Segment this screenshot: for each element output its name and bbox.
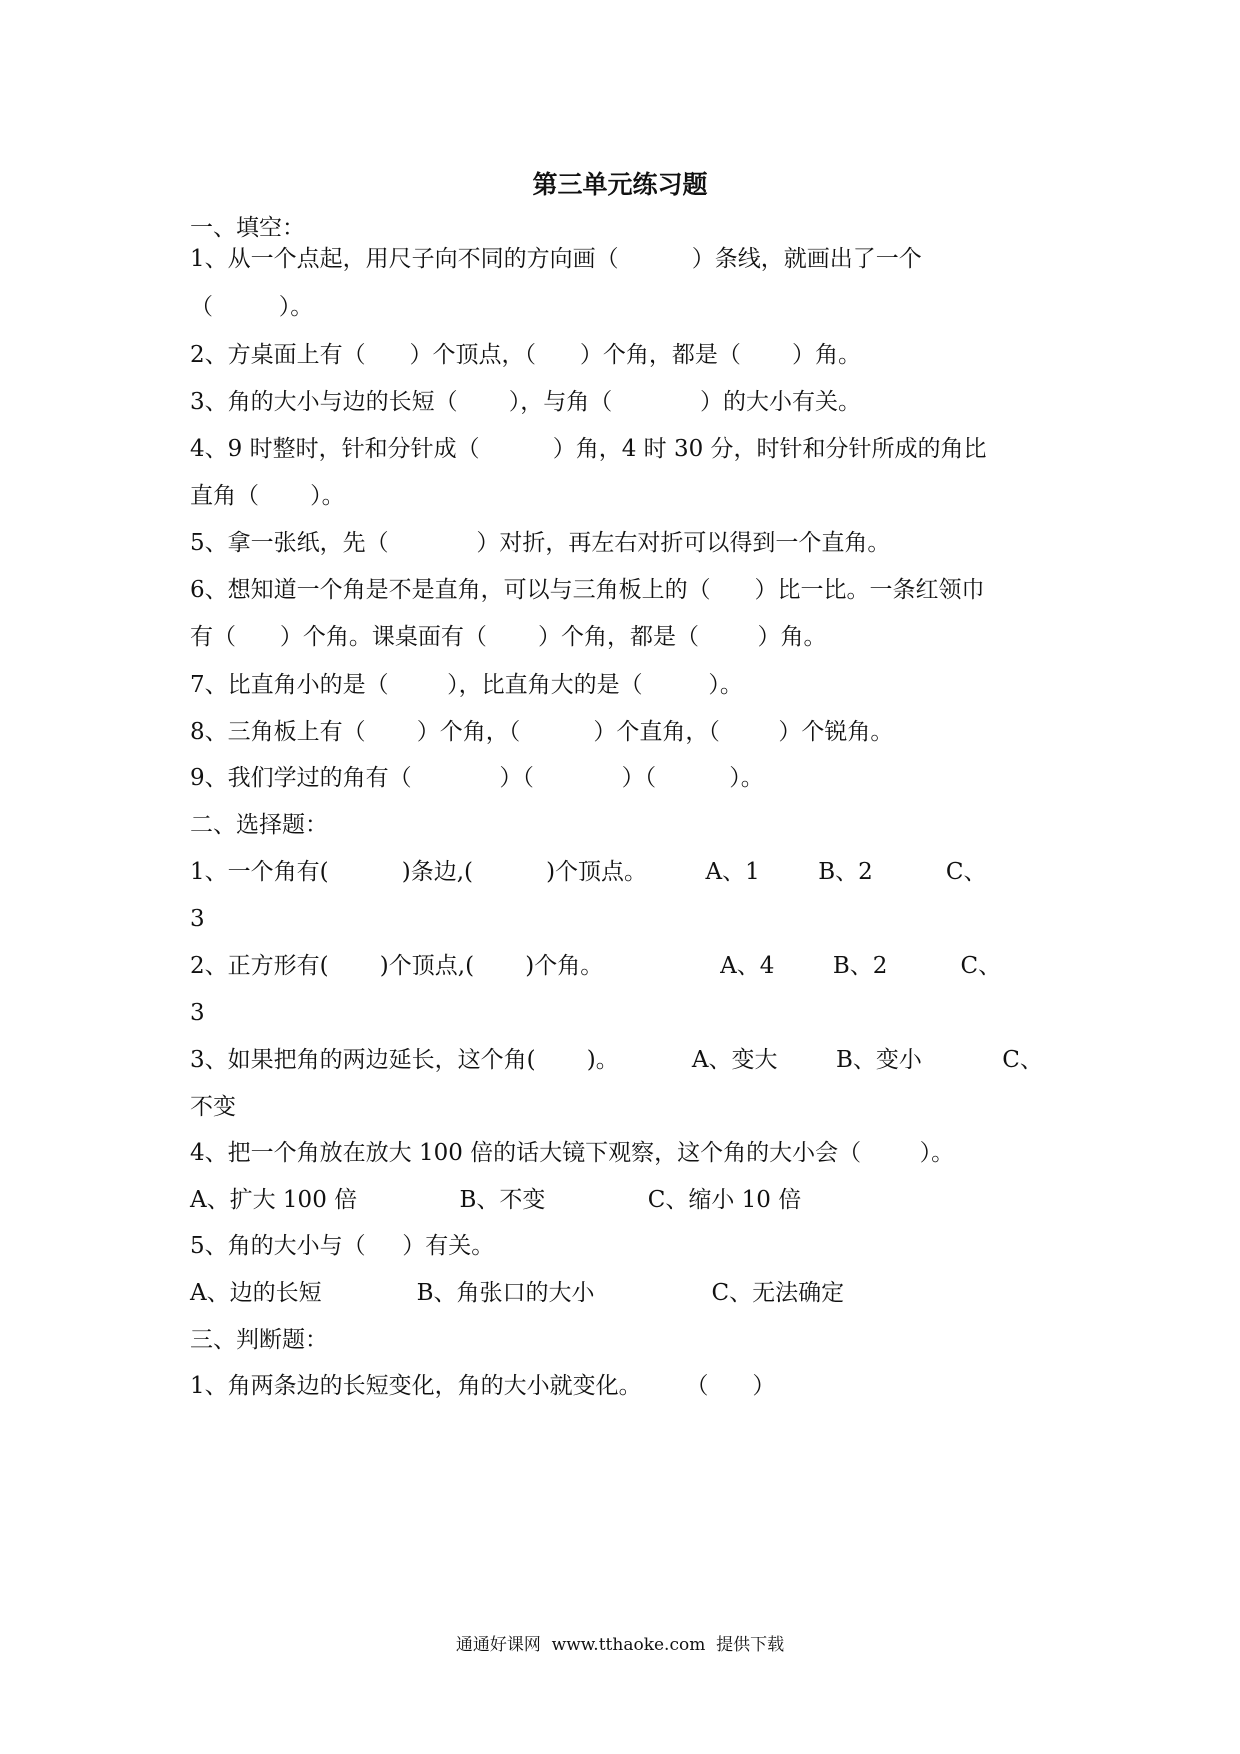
question-line: 3 (190, 1000, 205, 1026)
question-line: 不变 (190, 1094, 236, 1120)
section-heading-true-false: 三、判断题： (190, 1327, 328, 1353)
question-line: 2、正方形有( )个顶点,( )个角。 A、4 B、2 C、 (190, 953, 1002, 979)
question-line: 有（ ）个角。课桌面有（ ）个角，都是（ ）角。 (190, 624, 827, 650)
question-line: 3、如果把角的两边延长，这个角( )。 A、变大 B、变小 C、 (190, 1047, 1043, 1073)
question-line: 直角（ ）。 (190, 483, 345, 509)
question-line: 8、三角板上有（ ）个角，（ ）个直角，（ ）个锐角。 (190, 719, 894, 745)
page-title: 第三单元练习题 (532, 170, 708, 199)
question-line: A、边的长短 B、角张口的大小 C、无法确定 (190, 1280, 845, 1306)
question-line: 6、想知道一个角是不是直角，可以与三角板上的（ ）比一比。一条红领巾 (190, 577, 985, 603)
question-line: A、扩大 100 倍 B、不变 C、缩小 10 倍 (190, 1187, 802, 1213)
question-line: 2、方桌面上有（ ）个顶点，（ ）个角，都是（ ）角。 (190, 342, 862, 368)
question-line: （ ）。 (190, 294, 314, 320)
section-heading-multiple-choice: 二、选择题： (190, 812, 328, 838)
question-line: 4、9 时整时，针和分针成（ ）角，4 时 30 分，时针和分针所成的角比 (190, 436, 987, 462)
question-line: 5、角的大小与（ ）有关。 (190, 1233, 495, 1259)
question-line: 4、把一个角放在放大 100 倍的话大镜下观察，这个角的大小会（ ）。 (190, 1140, 955, 1166)
question-line: 3 (190, 906, 205, 932)
page-footer: 通通好课网 www.tthaoke.com 提供下载 (455, 1635, 785, 1655)
question-line: 9、我们学过的角有（ ）（ ）（ ）。 (190, 765, 764, 791)
section-heading-fill-blank: 一、填空： (190, 215, 305, 241)
question-line: 3、角的大小与边的长短（ ），与角（ ）的大小有关。 (190, 389, 862, 415)
question-line: 1、一个角有( )条边,( )个顶点。 A、1 B、2 C、 (190, 859, 987, 885)
question-line: 5、拿一张纸，先（ ）对折，再左右对折可以得到一个直角。 (190, 530, 891, 556)
question-line: 1、从一个点起，用尺子向不同的方向画（ ）条线，就画出了一个 (190, 246, 922, 272)
question-line: 1、角两条边的长短变化，角的大小就变化。 （ ） (190, 1373, 776, 1399)
question-line: 7、比直角小的是（ ），比直角大的是（ ）。 (190, 672, 743, 698)
